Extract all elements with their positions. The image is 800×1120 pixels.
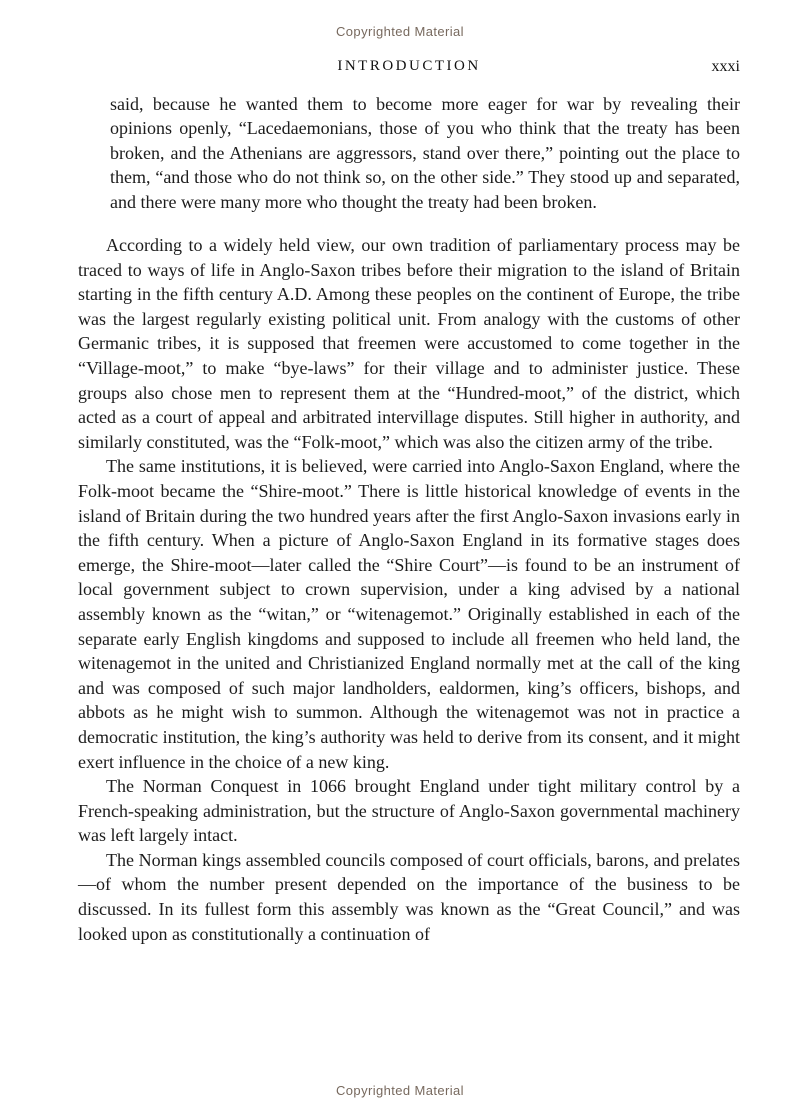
paragraph: The same institutions, it is believed, were carried into Anglo-Saxon England, where the Folk-moot became the “Shire-moot.” There is little historical knowledge of events in the island of Britain during the two hundred years after the first Anglo-Saxon invasions early in the fifth century. When a picture of Anglo-Saxon England in its formative stages does emerge, the Shire-moot—later called the “Shire Court”—is found to be an instrument of local government subject to crown supervision, under a king advised by a national assembly known as the “witan,” or “witenagemot.” Originally established in each of the separate early English kingdoms and supposed to include all freemen who held land, the witenagemot in the united and Christianized England normally met at the call of the king and was composed of such major landholders, ealdormen, king’s officers, bishops, and abbots as he might wish to summon. Although the witenagemot was not in practice a democratic institution, the king’s authority was held to derive from its consent, and it might exert influence in the choice of a new king. — [78, 456, 740, 772]
running-head — [78, 58, 740, 80]
copyright-notice-bottom: Copyrighted Material — [336, 1083, 464, 1098]
paragraph: According to a widely held view, our own tradition of parliamentary process may be traced to ways of life in Anglo-Saxon tribes before their migration to the island of Britain starting in the fifth century A.D. Among these peoples on the continent of Europe, the tribe was the largest regularly existing political unit. From analogy with the customs of other Germanic tribes, it is supposed that freemen were accustomed to come together in the “Village-moot,” to make “bye-laws” for their village and to administer justice. These groups also chose men to represent them at the “Hundred-moot,” of the district, which acted as a court of appeal and arbitrated intervillage disputes. Still higher in authority, and similarly constituted, was the “Folk-moot,” which was also the citizen army of the tribe. — [78, 235, 740, 452]
chapter-title: INTRODUCTION — [337, 58, 481, 74]
page-number: xxxi — [711, 58, 740, 75]
block-quote: said, because he wanted them to become more eager for war by revealing their opinions openly, “Lacedaemonians, those of you who think that the treaty has been broken, and the Athenians are aggressors, stand over there,” pointing out the place to them, “and those who do not think so, on the other side.” They stood up and separated, and there were many more who thought the treaty had been broken. — [110, 94, 740, 212]
text-column — [78, 92, 740, 946]
paragraph: The Norman Conquest in 1066 brought England under tight military control by a French-speaking administration, but the structure of Anglo-Saxon governmental machinery was left largely intact. — [78, 776, 740, 846]
copyright-notice-top: Copyrighted Material — [336, 24, 464, 39]
paragraph: The Norman kings assembled councils composed of court officials, barons, and prelates—of whom the number present depended on the importance of the business to be discussed. In its fullest form this assembly was known as the “Great Council,” and was looked upon as constitutionally a continuation of — [78, 849, 740, 944]
